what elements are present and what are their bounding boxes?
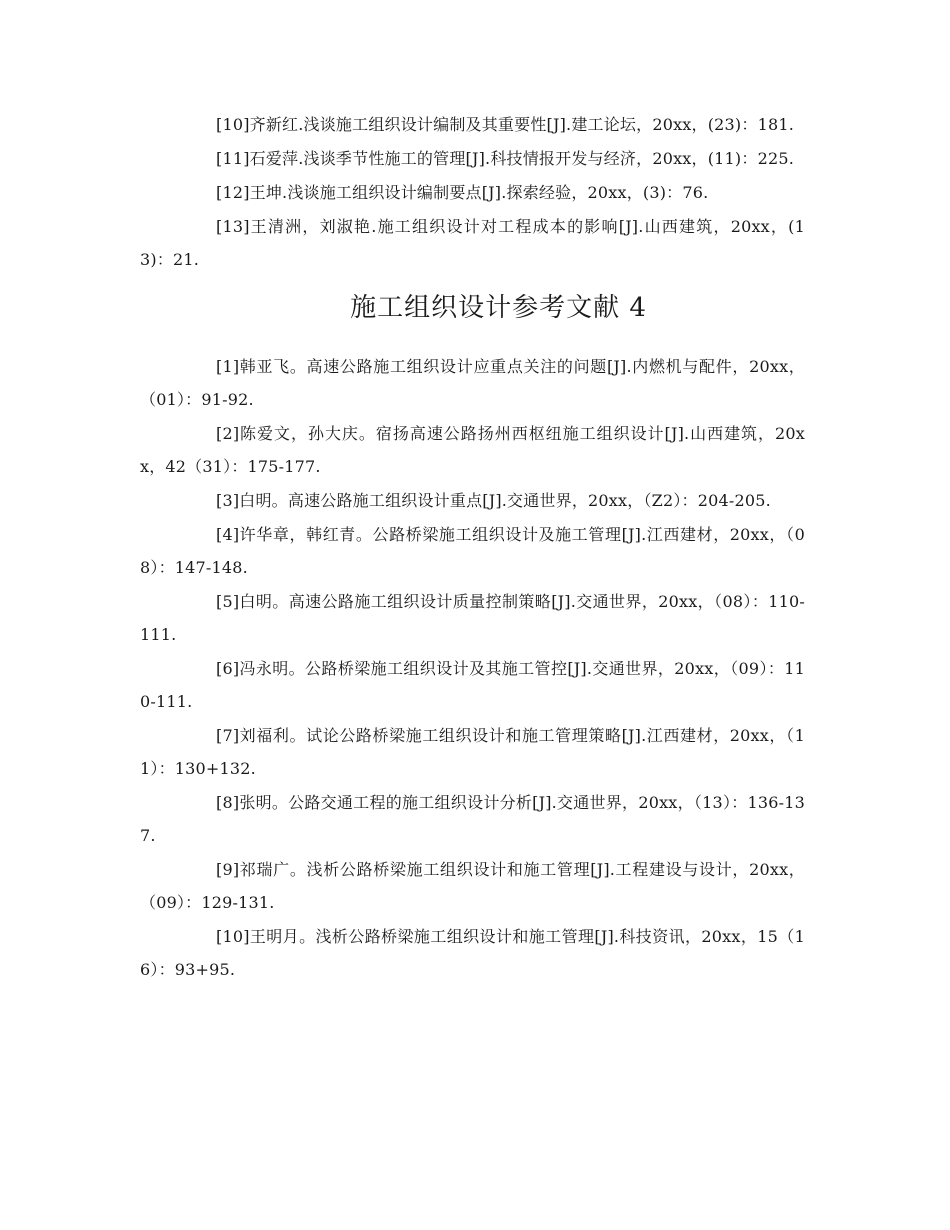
reference-item: [4]许华章，韩红青。公路桥梁施工组织设计及施工管理[J].江西建材，20xx，（08）：147-148. [140, 525, 805, 577]
reference-item: [8]张明。公路交通工程的施工组织设计分析[J].交通世界，20xx，（13）：136-137. [140, 793, 805, 845]
reference-item: [12]王坤.浅谈施工组织设计编制要点[J].探索经验，20xx，(3)：76. [216, 183, 709, 202]
reference-item: [1]韩亚飞。高速公路施工组织设计应重点关注的问题[J].内燃机与配件，20xx，（01）：91-92. [140, 357, 805, 409]
reference-item: [10]王明月。浅析公路桥梁施工组织设计和施工管理[J].科技资讯，20xx，15（16）：93+95. [140, 927, 805, 979]
reference-item: [9]祁瑞广。浅析公路桥梁施工组织设计和施工管理[J].工程建设与设计，20xx，（09）：129-131. [140, 860, 805, 912]
reference-item: [10]齐新红.浅谈施工组织设计编制及其重要性[J].建工论坛，20xx，(23)：181. [216, 115, 794, 134]
reference-item: [5]白明。高速公路施工组织设计质量控制策略[J].交通世界，20xx，（08）：110-111. [140, 592, 805, 644]
reference-item: [13]王清洲，刘淑艳.施工组织设计对工程成本的影响[J].山西建筑，20xx，(13)：21. [140, 217, 805, 269]
section-title: 施工组织设计参考文献 4 [350, 293, 647, 323]
reference-item: [11]石爱萍.浅谈季节性施工的管理[J].科技情报开发与经济，20xx，(11)：225. [216, 149, 794, 168]
reference-item: [6]冯永明。公路桥梁施工组织设计及其施工管控[J].交通世界，20xx，（09）：110-111. [140, 659, 805, 711]
reference-list-continued [140, 108, 805, 276]
reference-item: [7]刘福利。试论公路桥梁施工组织设计和施工管理策略[J].江西建材，20xx，（11）：130+132. [140, 726, 805, 778]
reference-list [140, 350, 805, 986]
reference-item: [2]陈爱文，孙大庆。宿扬高速公路扬州西枢纽施工组织设计[J].山西建筑，20xx，42（31）：175-177. [140, 424, 805, 476]
reference-item: [3]白明。高速公路施工组织设计重点[J].交通世界，20xx，（Z2）：204-205. [216, 491, 771, 510]
document-page [140, 108, 805, 987]
